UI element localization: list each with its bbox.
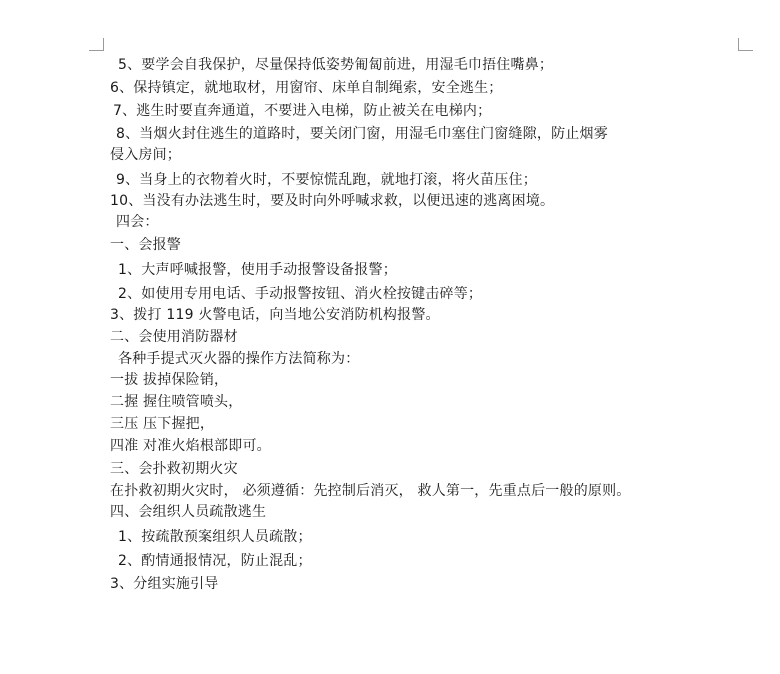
margin-corner-top-right: [738, 38, 753, 51]
section-heading: 三、会扑救初期火灾: [110, 461, 238, 477]
section-heading: 一、会报警: [110, 237, 181, 253]
text-line: 一拔 拔掉保险销，: [110, 372, 229, 388]
text-line: 在扑救初期火灾时， 必须遵循：先控制后消灭， 救人第一，先重点后一般的原则。: [110, 483, 631, 499]
text-line: 1、按疏散预案组织人员疏散；: [118, 529, 312, 545]
text-line: 7、逃生时要直奔通道，不要进入电梯，防止被关在电梯内；: [113, 103, 492, 119]
text-line: 5、要学会自我保护，尽量保持低姿势匍匐前进，用湿毛巾捂住嘴鼻；: [118, 57, 554, 73]
section-heading: 四、会组织人员疏散逃生: [110, 504, 267, 520]
text-line: 二握 握住喷管喷头，: [110, 394, 243, 410]
text-line: 3、分组实施引导: [110, 576, 219, 592]
section-heading: 四会：: [116, 214, 159, 230]
text-line: 1、大声呼喊报警，使用手动报警设备报警；: [118, 262, 397, 278]
text-line: 10、当没有办法逃生时，要及时向外呼喊求救，以便迅速的逃离困境。: [110, 193, 555, 209]
text-line: 四准 对准火焰根部即可。: [110, 438, 271, 454]
text-line: 6、保持镇定，就地取材，用窗帘、床单自制绳索，安全逃生；: [110, 80, 503, 96]
text-line: 2、酌情通报情况，防止混乱；: [118, 553, 312, 569]
text-line: 9、当身上的衣物着火时，不要惊慌乱跑，就地打滚，将火苗压住；: [116, 172, 537, 188]
text-line: 8、当烟火封住逃生的道路时，要关闭门窗，用湿毛巾塞住门窗缝隙，防止烟雾: [116, 126, 608, 142]
text-line: 侵入房间；: [110, 147, 181, 163]
text-line: 2、如使用专用电话、手动报警按钮、消火栓按键击碎等；: [118, 286, 483, 302]
text-line: 三压 压下握把，: [110, 416, 215, 432]
text-line: 各种手提式灭火器的操作方法简称为：: [118, 351, 360, 367]
margin-corner-top-left: [89, 38, 104, 51]
text-line: 3、拨打 119 火警电话，向当地公安消防机构报警。: [110, 307, 440, 323]
section-heading: 二、会使用消防器材: [110, 329, 238, 345]
